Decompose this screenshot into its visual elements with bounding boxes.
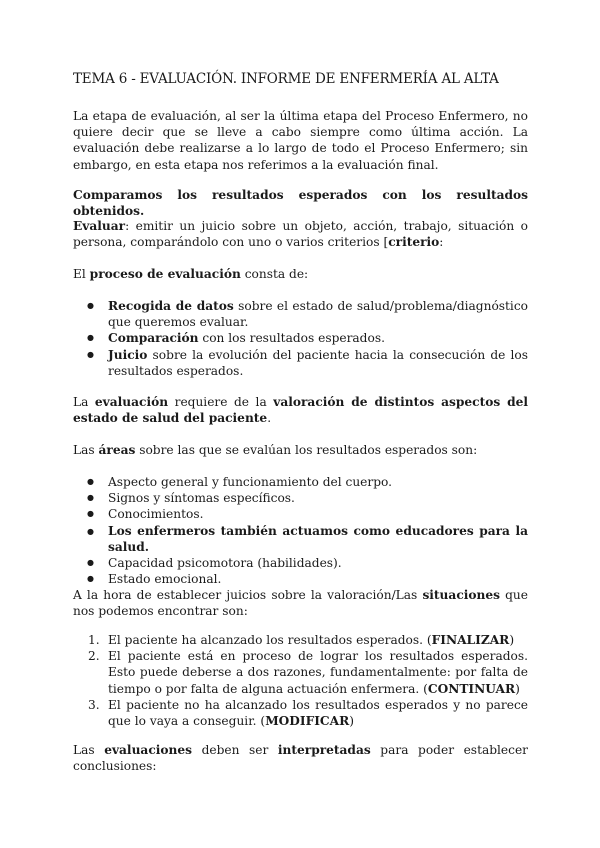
criterio-term: criterio <box>388 235 440 250</box>
list-item: ● Aspecto general y funcionamiento del cuerpo. <box>73 474 528 490</box>
compare-bold: Comparamos los resultados esperados con los resultados obtenidos. <box>73 188 528 219</box>
item-bold: FINALIZAR <box>431 633 510 647</box>
situaciones-bold: situaciones <box>422 588 500 602</box>
list-item: ● Conocimientos. <box>73 506 528 522</box>
item-text: con los resultados esperados. <box>198 331 385 346</box>
item-text: El paciente está en proceso de lograr los resultados esperados. Esto puede deberse a dos razones, fundamentalmente: por falta de tiempo o por falta de alguna actuación enfermera. ( <box>108 649 528 696</box>
proceso-pre: El <box>73 267 90 281</box>
valoracion-b1: evaluación <box>94 395 169 409</box>
areas-post: sobre las que se evalúan los resultados esperados son: <box>135 443 478 457</box>
situaciones-pre: A la hora de establecer juicios sobre la valoración/Las <box>73 588 423 602</box>
item-number: 1. <box>88 633 100 647</box>
list-item <box>73 330 528 346</box>
item-end: ) <box>515 681 520 696</box>
areas-pre: Las <box>73 443 99 457</box>
list-item: ● Capacidad psicomotora (habilidades). <box>73 555 528 571</box>
list-item <box>73 298 528 330</box>
evaluar-end: : <box>439 235 444 250</box>
situaciones-list <box>73 632 528 729</box>
interpretadas-b2: interpretadas <box>277 743 371 757</box>
interpretadas-post: para poder establecer conclusiones: <box>73 743 529 774</box>
evaluar-term: Evaluar <box>73 219 126 233</box>
item-number: 2. <box>88 649 100 664</box>
valoracion-b2: valoración de distintos aspectos del estado de salud del paciente <box>73 395 529 426</box>
item-bold: CONTINUAR <box>427 681 516 696</box>
item-number: 3. <box>88 697 100 712</box>
evaluar-definition <box>73 218 528 250</box>
valoracion-pre: La <box>73 395 95 409</box>
page-title: TEMA 6 - EVALUACIÓN. INFORME DE ENFERMERÍA AL ALTA <box>73 71 499 87</box>
list-item: ● Signos y síntomas específicos. <box>73 490 528 506</box>
areas-paragraph <box>73 442 528 458</box>
interpretadas-pre: Las <box>73 743 105 757</box>
item-text: sobre el estado de salud/problema/diagnóstico que queremos evaluar. <box>108 299 528 330</box>
areas-bold: áreas <box>98 443 136 457</box>
list-item <box>73 347 528 379</box>
list-item <box>73 632 528 648</box>
item-bold: Juicio <box>108 347 148 362</box>
item-end: ) <box>509 633 515 647</box>
item-text: El paciente no ha alcanzado los resultados esperados y no parece que lo vaya a conseguir. ( <box>108 697 528 729</box>
item-bold: Recogida de datos <box>108 299 234 313</box>
proceso-bold: proceso de evaluación <box>89 267 241 281</box>
proceso-paragraph <box>73 266 528 282</box>
item-text: sobre la evolución del paciente hacia la consecución de los resultados esperados. <box>108 347 528 378</box>
proceso-list <box>73 298 528 379</box>
valoracion-paragraph <box>73 394 528 426</box>
valoracion-mid: requiere de la <box>168 395 274 409</box>
interpretadas-mid: deben ser <box>191 743 278 757</box>
item-text: El paciente ha alcanzado los resultados esperados. ( <box>108 633 432 647</box>
situaciones-paragraph <box>73 587 528 619</box>
item-bold: Comparación <box>108 331 199 346</box>
interpretadas-paragraph <box>73 742 528 774</box>
list-item <box>73 648 528 697</box>
item-bold: MODIFICAR <box>265 714 350 729</box>
areas-list <box>73 474 528 587</box>
list-item: ● Los enfermeros también actuamos como educadores para la salud. <box>73 523 528 555</box>
list-item <box>73 697 528 729</box>
compare-statement <box>73 187 528 219</box>
intro-paragraph: La etapa de evaluación, al ser la última etapa del Proceso Enfermero, no quiere decir que se lleve a cabo siempre como última acción. La evaluación debe realizarse a lo largo de todo el Proceso Enfermero; sin embargo, en esta etapa nos referimos a la evaluación final. <box>73 109 528 172</box>
evaluar-text: : emitir un juicio sobre un objeto, acción, trabajo, situación o persona, comparándolo con uno o varios criterios [ <box>73 219 528 250</box>
valoracion-post: . <box>267 411 272 426</box>
proceso-post: consta de: <box>240 267 309 281</box>
item-end: ) <box>349 714 354 729</box>
situaciones-post: que nos podemos encontrar son: <box>73 588 528 619</box>
list-item: ● Estado emocional. <box>73 571 528 587</box>
interpretadas-b1: evaluaciones <box>104 743 192 757</box>
